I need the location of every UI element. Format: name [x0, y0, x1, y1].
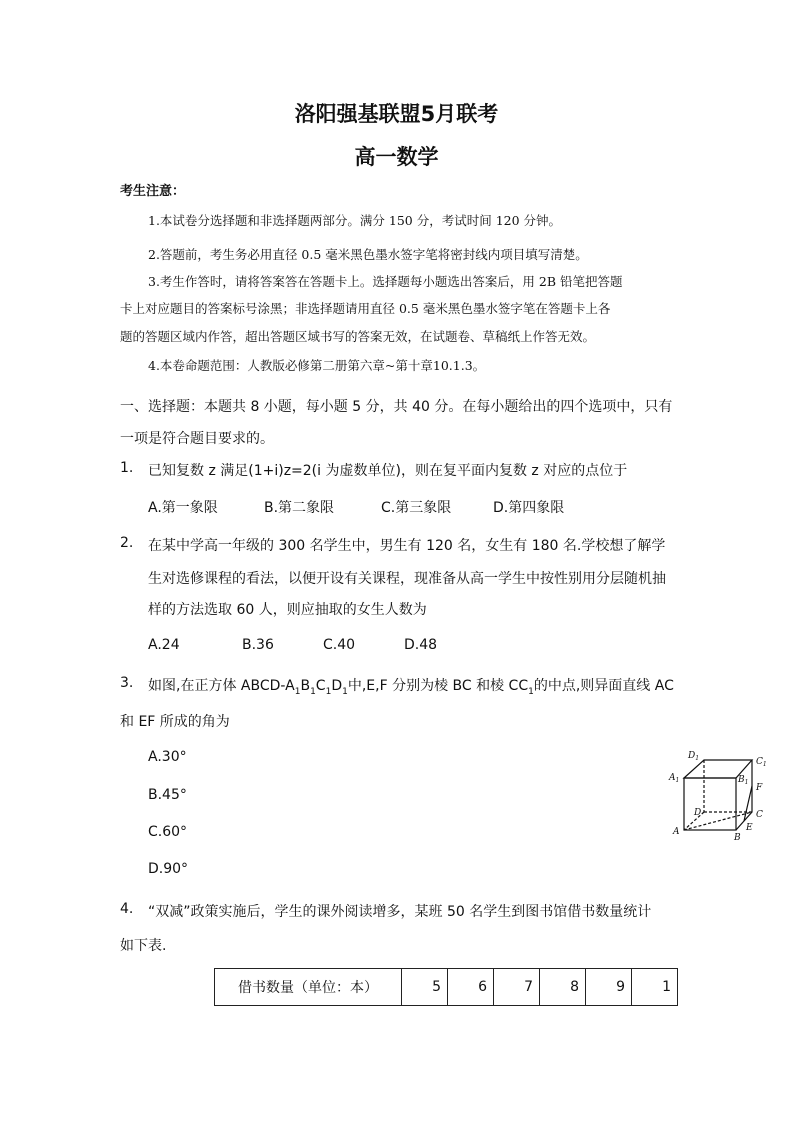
label-b: B: [734, 833, 741, 843]
label-a: A: [673, 827, 680, 837]
table-header-cell: 借书数量（单位：本）: [215, 969, 402, 1006]
notice-item-3: 3.考生作答时，请将答案答在答题卡上。选择题每小题选出答案后，用 2B 铅笔把答题: [148, 274, 623, 289]
q3-option-d: D.90°: [148, 861, 189, 877]
label-d: D: [694, 808, 702, 818]
q1-option-a: A.第一象限: [148, 500, 218, 516]
label-a1: $A_1$: [669, 773, 680, 784]
notice-heading: 考生注意：: [120, 184, 186, 199]
section-heading-line1: 一、选择题：本题共 8 小题，每小题 5 分，共 40 分。在每小题给出的四个选项中，只有: [120, 399, 673, 415]
label-d1: $D_1$: [688, 751, 700, 762]
table-row: [215, 969, 678, 1006]
q1-text: 已知复数 z 满足(1+i)z=2(i 为虚数单位)，则在复平面内复数 z 对应的点位于: [148, 463, 628, 479]
q4-line-1: “双减”政策实施后，学生的课外阅读增多，某班 50 名学生到图书馆借书数量统计: [148, 904, 652, 920]
q2-option-c: C.40: [323, 637, 356, 653]
section-heading-line2: 一项是符合题目要求的。: [120, 431, 274, 447]
q3-text-line2: 和 EF 所成的角为: [120, 714, 230, 730]
label-c1: $C_1$: [756, 757, 767, 768]
table-cell: 7: [494, 969, 540, 1006]
cube-figure: [664, 746, 774, 846]
q3-number: 3.: [120, 675, 134, 691]
q2-option-a: A.24: [148, 637, 180, 653]
exam-subject: 高一数学: [354, 145, 439, 169]
notice-item-1: 1.本试卷分选择题和非选择题两部分。满分 150 分，考试时间 120 分钟。: [148, 213, 562, 228]
q1-option-c: C.第三象限: [381, 500, 452, 516]
notice-item-3-cont2: 题的答题区域内作答，超出答题区域书写的答案无效，在试题卷、草稿纸上作答无效。: [120, 329, 596, 344]
q4-number: 4.: [120, 901, 134, 917]
label-f: F: [756, 783, 763, 793]
notice-item-4: 4.本卷命题范围：人教版必修第二册第六章~第十章10.1.3。: [148, 358, 486, 373]
books-table: [214, 968, 678, 1006]
label-c: C: [756, 810, 763, 820]
q2-option-b: B.36: [242, 637, 274, 653]
q2-line-2: 生对选修课程的看法，以便开设有关课程，现准备从高一学生中按性别用分层随机抽: [148, 571, 666, 587]
table-cell: 6: [448, 969, 494, 1006]
notice-item-2: 2.答题前，考生务必用直径 0.5 毫米黑色墨水签字笔将密封线内项目填写清楚。: [148, 247, 588, 262]
label-e: E: [746, 823, 753, 833]
table-cell: 9: [586, 969, 632, 1006]
q2-option-d: D.48: [404, 637, 438, 653]
q3-text-line1: 如图,在正方体 ABCD-$A_1B_1C_1D_1$中,E,F 分别为棱 BC 和棱 $CC_1$的中点,则异面直线 AC: [148, 678, 674, 697]
q3-option-a: A.30°: [148, 749, 187, 765]
label-b1: $B_1$: [738, 775, 749, 786]
q4-line-2: 如下表.: [120, 938, 167, 954]
q1-option-b: B.第二象限: [264, 500, 335, 516]
q1-number: 1.: [120, 460, 134, 476]
q2-line-1: 在某中学高一年级的 300 名学生中，男生有 120 名，女生有 180 名.学校想了解学: [148, 538, 666, 554]
exam-title: 洛阳强基联盟5月联考: [294, 102, 499, 126]
table-cell: 8: [540, 969, 586, 1006]
q1-option-d: D.第四象限: [493, 500, 565, 516]
q3-option-c: C.60°: [148, 824, 188, 840]
table-cell: 5: [402, 969, 448, 1006]
table-cell: 1: [632, 969, 678, 1006]
notice-item-3-cont: 卡上对应题目的答案标号涂黑；非选择题请用直径 0.5 毫米黑色墨水签字笔在答题卡上各: [120, 301, 611, 316]
q2-line-3: 样的方法选取 60 人，则应抽取的女生人数为: [148, 602, 427, 618]
q2-number: 2.: [120, 535, 134, 551]
q3-option-b: B.45°: [148, 787, 187, 803]
